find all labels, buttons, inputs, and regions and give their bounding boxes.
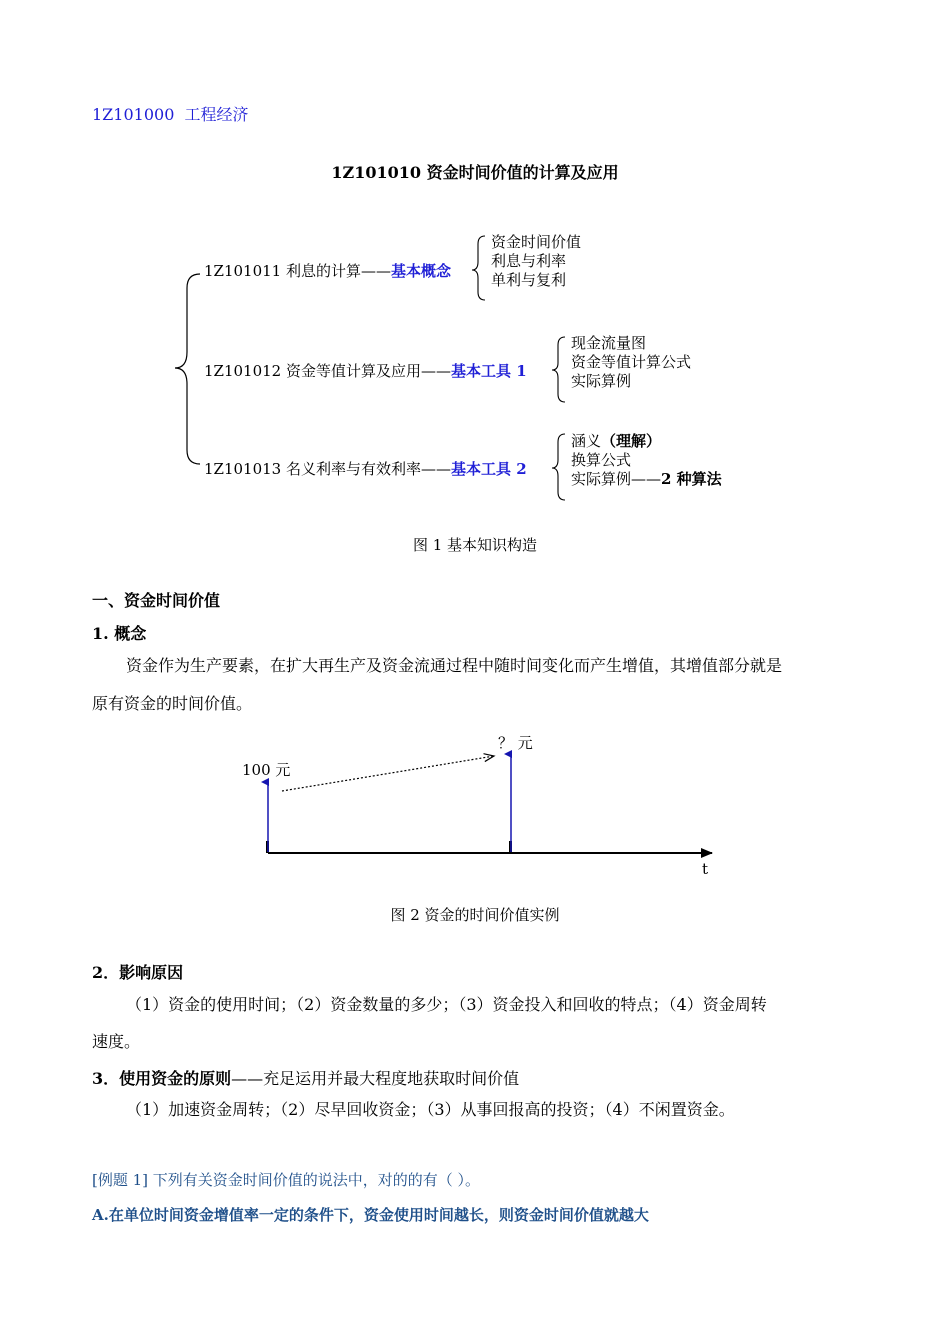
- example-option-a: A.在单位时间资金增值率一定的条件下，资金使用时间越长，则资金时间价值就越大: [92, 1206, 649, 1224]
- present-value-label: 100 元: [242, 761, 291, 779]
- figure2-caption: 图 2 资金的时间价值实例: [390, 906, 560, 924]
- branch-3-item: 换算公式: [571, 451, 632, 469]
- principles-line1: （1）加速资金周转；（2）尽早回收资金；（3）从事回报高的投资；（4）不闲置资金。: [126, 1100, 735, 1119]
- factors-heading: 2．影响原因: [92, 963, 184, 982]
- principles-heading-rest: ——充足运用并最大程度地获取时间价值: [231, 1069, 520, 1088]
- branch-3-highlight: 基本工具 2: [451, 460, 527, 478]
- figure1-caption: 图 1 基本知识构造: [412, 536, 538, 554]
- branch-1-highlight: 基本概念: [391, 262, 452, 280]
- branch-1-item: 资金时间价值: [491, 233, 582, 251]
- factors-line1: （1）资金的使用时间；（2）资金数量的多少；（3）资金投入和回收的特点；（4）资金周转: [126, 995, 767, 1014]
- factors-line2: 速度。: [92, 1032, 141, 1051]
- concept-line2: 原有资金的时间价值。: [92, 694, 253, 713]
- branch-3-item-text: 涵义: [571, 432, 602, 450]
- axis-label-t: t: [702, 860, 709, 878]
- branch-1-label: 1Z101011 利息的计算——: [204, 262, 391, 280]
- branch-3-item-bold: 2 种算法: [661, 470, 722, 488]
- branch-3-item-text: 实际算例——: [571, 470, 662, 488]
- branch-2-item: 现金流量图: [571, 334, 647, 352]
- branch-3-label: 1Z101013 名义利率与有效利率——: [204, 460, 451, 478]
- branch-2-highlight: 基本工具 1: [451, 362, 527, 380]
- concept-heading: 1. 概念: [92, 624, 147, 643]
- principles-heading-line: [92, 1066, 519, 1089]
- branch-2-item: 资金等值计算公式: [571, 353, 692, 371]
- principles-heading: 3．使用资金的原则: [92, 1069, 232, 1088]
- part1-heading: 一、资金时间价值: [92, 591, 221, 610]
- branch-1-item: 利息与利率: [491, 252, 567, 270]
- example-question: [例题 1] 下列有关资金时间价值的说法中，对的的有（ ）。: [92, 1171, 481, 1189]
- branch-3-item-bold: （理解）: [601, 432, 662, 450]
- concept-line1: 资金作为生产要素，在扩大再生产及资金流通过程中随时间变化而产生增值，其增值部分就是: [126, 656, 783, 675]
- future-value-label: ？ 元: [498, 734, 533, 752]
- branch-2-item: 实际算例: [571, 372, 632, 390]
- header-title: 工程经济: [184, 105, 249, 124]
- branch-2-label: 1Z101012 资金等值计算及应用——: [204, 362, 451, 380]
- branch-1-item: 单利与复利: [491, 271, 567, 289]
- growth-arrow: [282, 756, 494, 791]
- header-code: 1Z101000: [92, 105, 175, 124]
- section-title: 1Z101010 资金时间价值的计算及应用: [331, 163, 619, 182]
